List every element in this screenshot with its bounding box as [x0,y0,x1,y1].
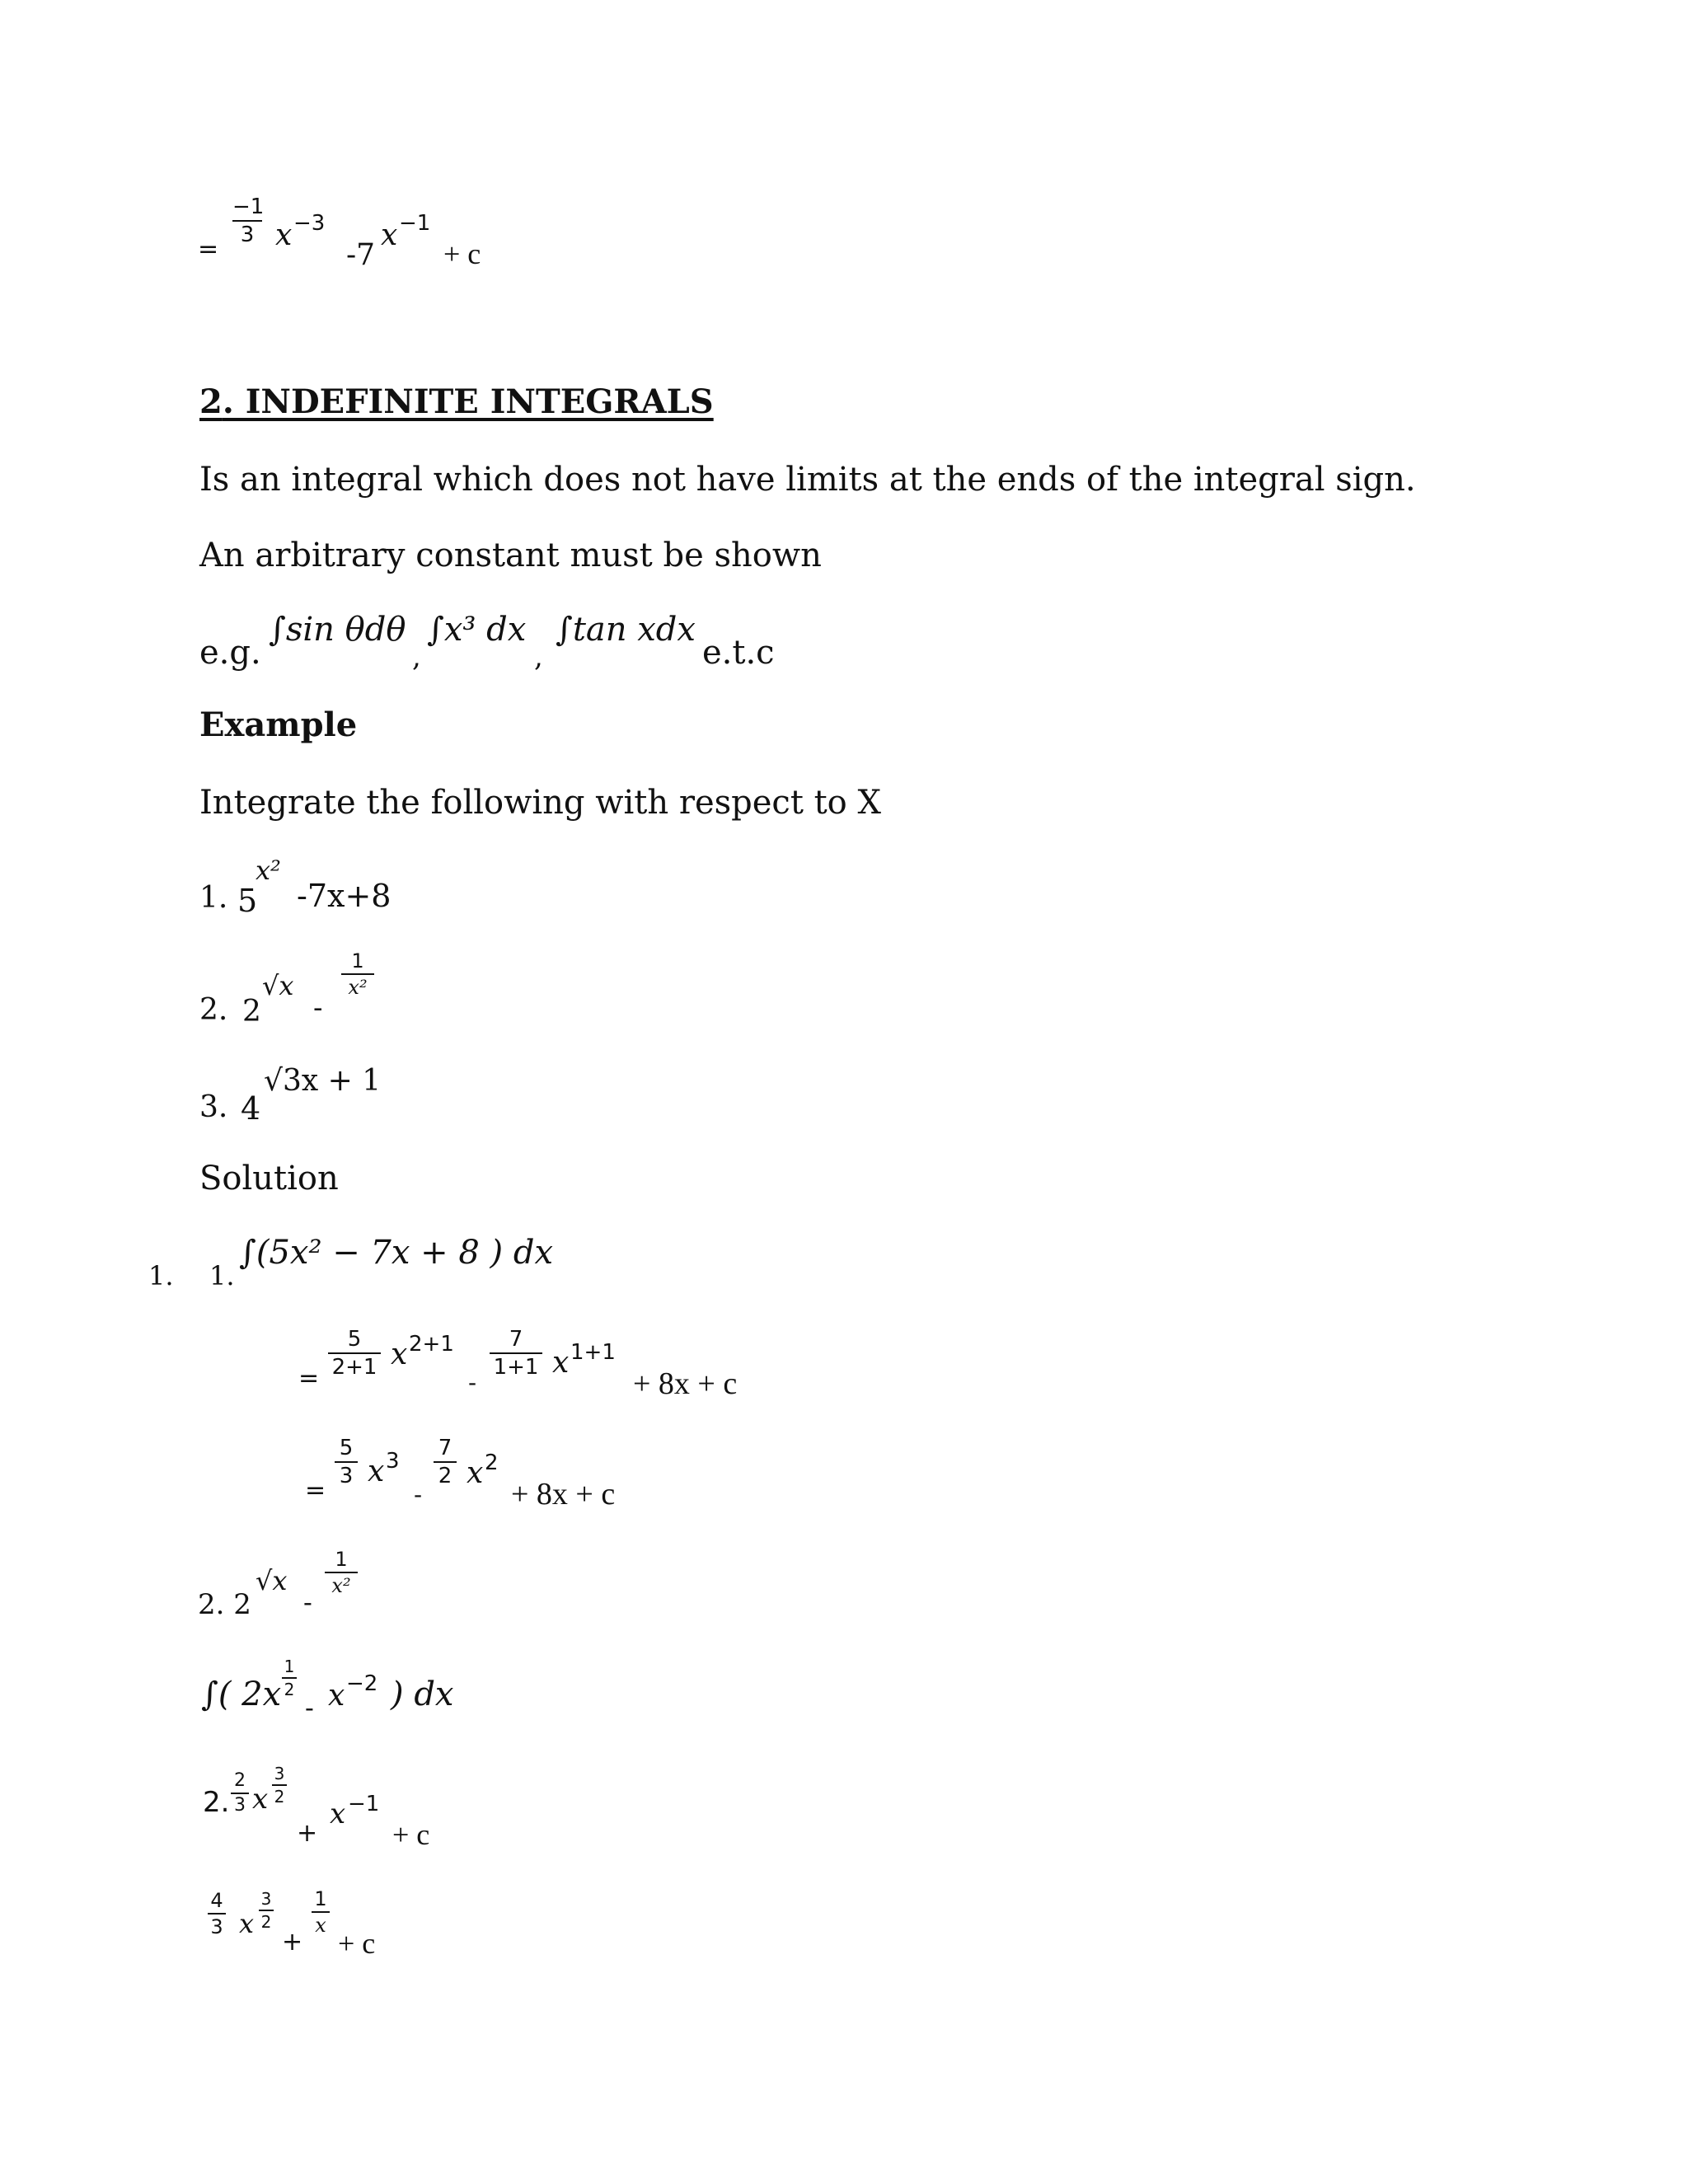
exponent-fraction: 3 2 [272,1765,287,1805]
minus-sign: - [468,1369,477,1396]
variable-x: x [391,1338,408,1371]
base: 5 [237,883,258,919]
minus-sign: - [313,991,323,1024]
comma: , [534,640,543,673]
constant-term: + c [443,237,481,270]
exponent: −3 [293,211,326,236]
fraction: 2 3 [231,1772,249,1815]
variable-x: x [275,218,293,252]
section-number: 2 [199,382,223,421]
variable-x: x [328,1679,345,1713]
equals-sign: = [305,1476,326,1505]
equals-sign: = [298,1364,320,1393]
definition-text: Is an integral which does not have limits at the ends of the integral sign. [199,461,1416,499]
integral-power: ∫x³ dx [427,611,527,649]
base: 2 [242,995,261,1029]
exponent: x² [256,855,281,886]
exponent-fraction: 1 2 [282,1658,297,1698]
integral-tan: ∫tan xdx [556,611,696,649]
exponent: 3 [386,1449,400,1474]
remainder: + 8x + c [511,1477,616,1511]
exponent: −1 [348,1792,380,1816]
item-number: 2. [199,993,228,1027]
fraction: 7 2 [434,1437,457,1487]
fraction: 4 3 [208,1891,226,1937]
equals-sign: = [198,235,219,264]
exponent-sqrt: √x [256,1565,288,1596]
exponent: 2+1 [409,1332,454,1357]
variable-x: x [252,1783,269,1816]
list-number: 1. [148,1260,174,1291]
eg-label: e.g. [199,634,261,672]
comma: , [412,640,421,673]
exponent: 2 [485,1451,499,1475]
fraction: −1 3 [232,194,265,247]
inner-number: 1. [209,1260,235,1291]
fraction: 5 3 [335,1437,358,1487]
variable-x: x [368,1455,385,1488]
exponent-sqrt: √x [262,970,294,1001]
item-number: 3. [199,1090,228,1124]
item-label: 2. 2 [198,1588,251,1621]
exponent-fraction: 3 2 [259,1891,274,1930]
constant-term: + c [338,1927,376,1960]
minus-sign: - [303,1586,312,1618]
coefficient: -7 [346,238,376,272]
section-heading [199,382,714,421]
section-title: . INDEFINITE INTEGRALS [222,382,714,421]
variable-x: x [239,1908,255,1939]
minus-sign: - [305,1692,314,1723]
variable-x: x [467,1456,484,1490]
etc-label: e.t.c [702,634,775,672]
remainder: -7x+8 [297,878,392,914]
exponent: 1+1 [570,1340,616,1365]
variable-x: x [552,1346,570,1380]
solution-label: Solution [199,1160,339,1197]
exponent: −1 [399,211,431,236]
integral-expression: ∫(5x² − 7x + 8 ) dx [239,1234,554,1272]
plus-sign: + [282,1928,303,1957]
fraction: 1 x² [341,951,374,997]
line-lead: 2. [203,1786,230,1819]
exponent: −2 [346,1671,378,1696]
plus-sign: + [297,1819,318,1848]
example-heading: Example [199,705,358,744]
fraction: 1 x [312,1889,330,1935]
integral-open: ∫( 2x [201,1675,282,1713]
fraction: 1 x² [325,1549,358,1596]
exponent-sqrt: √3x + 1 [264,1064,382,1098]
integral-sin: ∫sin θdθ [269,611,406,649]
base: 4 [241,1090,261,1127]
variable-x: x [330,1797,346,1830]
instruction-text: Integrate the following with respect to X [199,784,881,822]
constant-term: + c [392,1818,430,1851]
remainder: + 8x + c [633,1366,738,1401]
integral-close: ) dx [391,1675,454,1713]
constant-note: An arbitrary constant must be shown [199,537,822,574]
item-number: 1. [199,881,228,915]
fraction: 5 2+1 [328,1329,381,1378]
minus-sign: - [414,1481,423,1508]
variable-x: x [381,218,398,252]
fraction: 7 1+1 [490,1329,542,1378]
